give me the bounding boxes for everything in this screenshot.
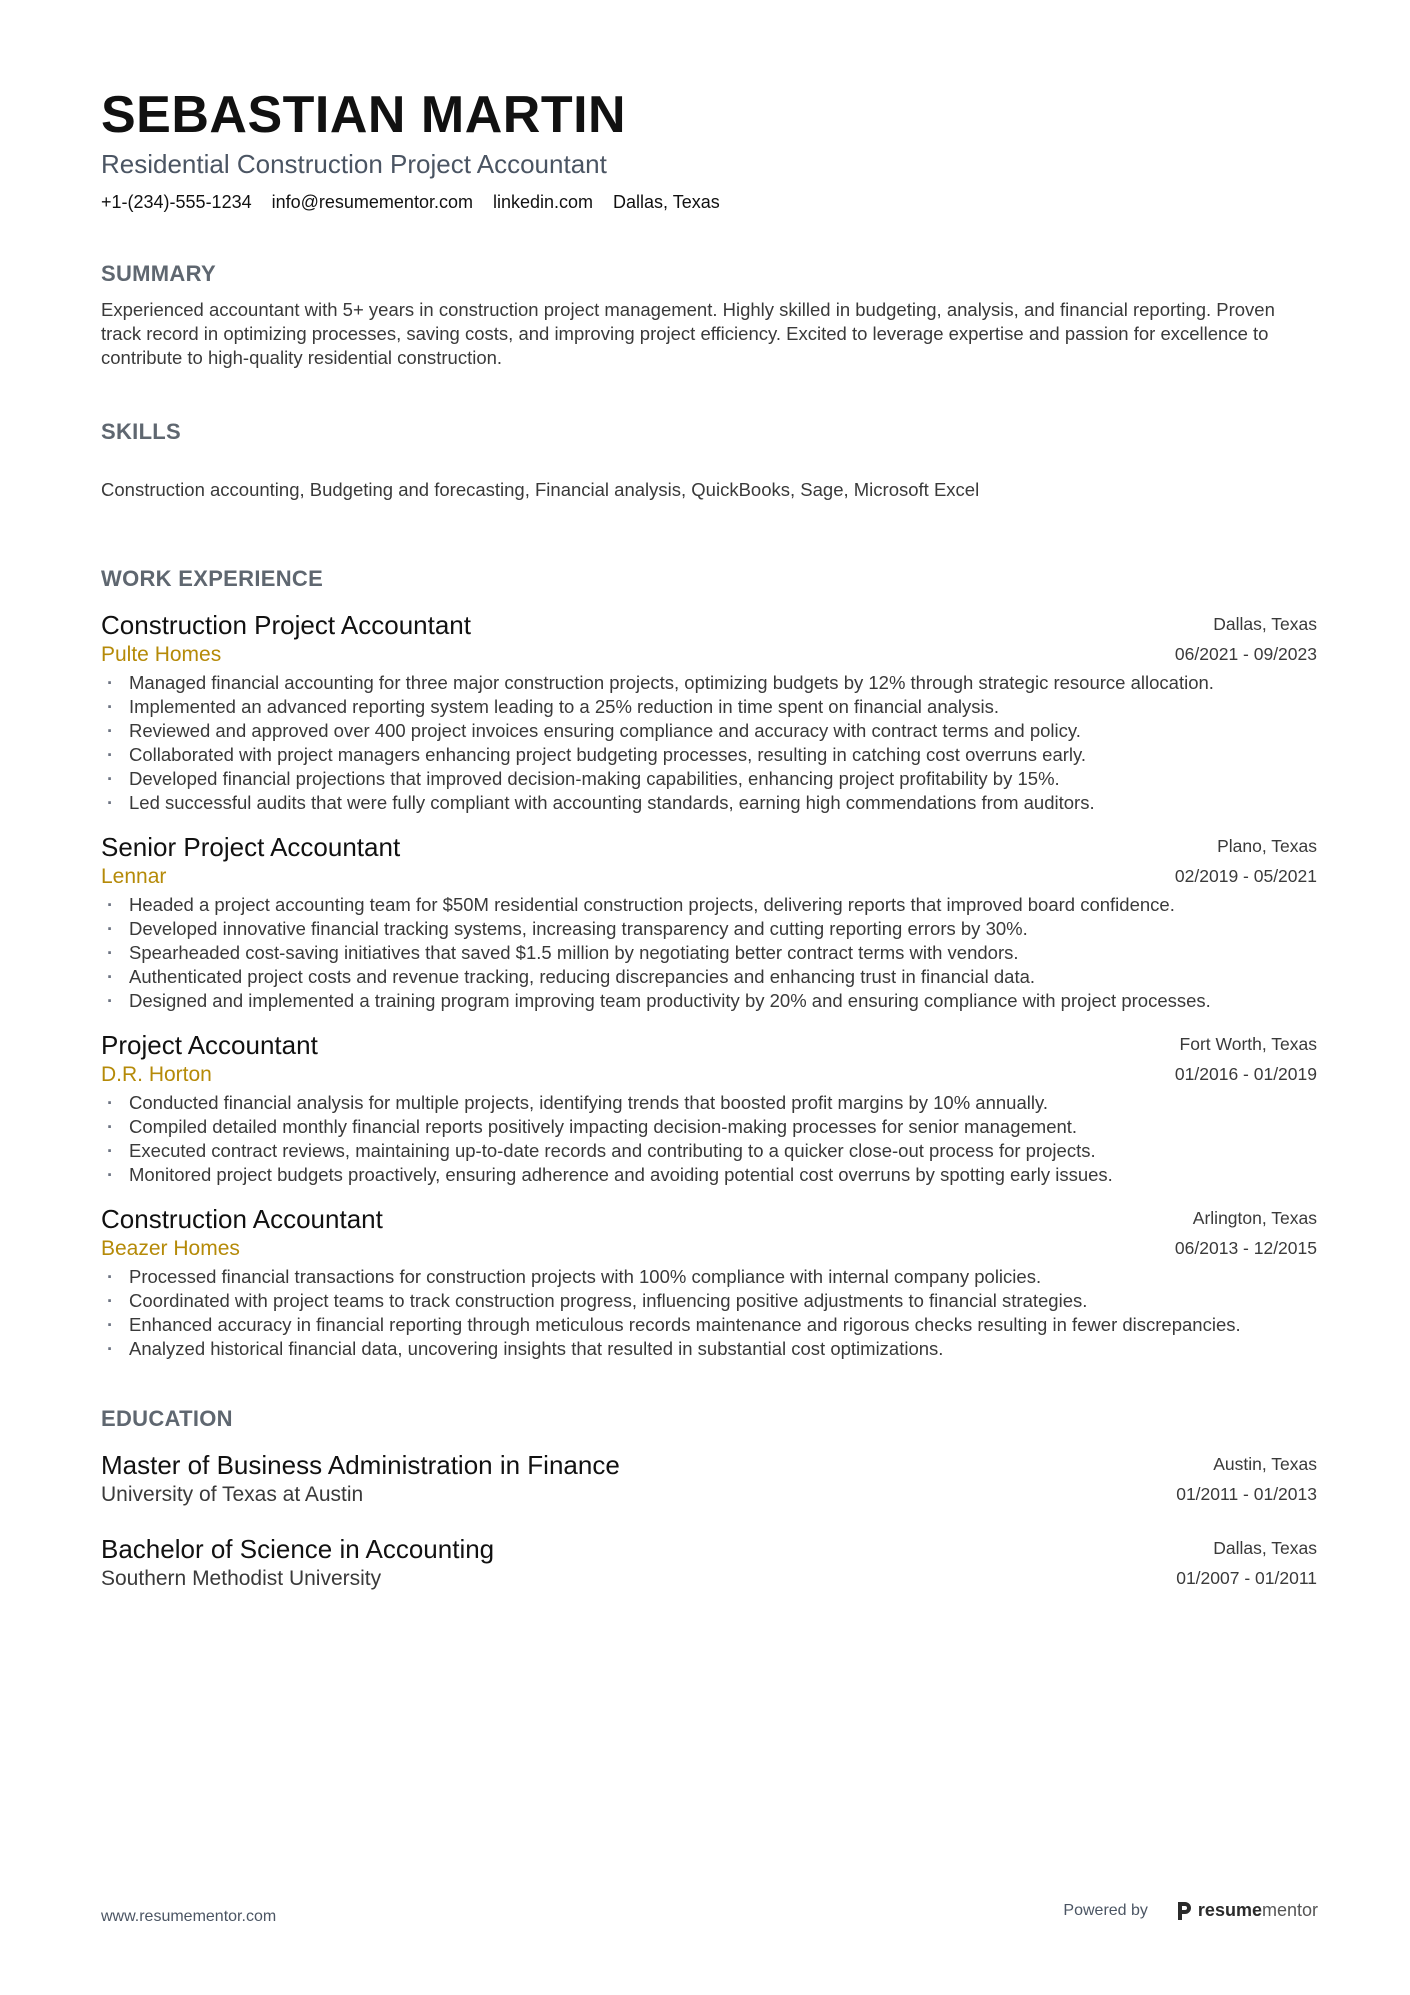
job-company: Beazer Homes [101,1237,240,1260]
brand-name-light: mentor [1261,1900,1318,1920]
bullet-item: · Monitored project budgets proactively, ensuring adherence and avoiding potential cost overruns by spotting early issues. [101,1163,1317,1187]
job-entry [101,609,1317,815]
job-location: Arlington, Texas [1192,1208,1317,1228]
school-name: Southern Methodist University [101,1567,382,1590]
bullet-item: · Coordinated with project teams to track construction progress, influencing positive adjustments to financial strategies. [101,1289,1317,1313]
job-bullets [101,671,1317,815]
work-experience-section [101,565,1317,1361]
job-bullets [101,1265,1317,1361]
bullet-item: · Compiled detailed monthly financial reports positively impacting decision-making processes for senior management. [101,1115,1317,1139]
resume-header [101,86,1317,214]
brand-name-bold: resume [1197,1900,1262,1920]
skills-text: Construction accounting, Budgeting and forecasting, Financial analysis, QuickBooks, Sage, Microsoft Excel [101,479,980,500]
contact-phone[interactable]: +1-(234)-555-1234 [101,192,252,212]
contact-location: Dallas, Texas [613,192,720,212]
footer-branding [1063,1900,1318,1921]
job-dates: 02/2019 - 05/2021 [1174,866,1317,886]
job-bullets [101,893,1317,1013]
education-location: Dallas, Texas [1213,1538,1317,1558]
bullet-item: · Developed innovative financial tracking systems, increasing transparency and cutting reporting errors by 30%. [101,917,1317,941]
bullet-item: · Enhanced accuracy in financial reporting through meticulous records maintenance and rigorous checks resulting in fewer discrepancies. [101,1313,1317,1337]
bullet-item: · Designed and implemented a training program improving team productivity by 20% and ensuring compliance with project processes. [101,989,1317,1013]
education-heading: EDUCATION [101,1406,233,1431]
education-dates: 01/2007 - 01/2011 [1176,1568,1317,1588]
bullet-item: · Managed financial accounting for three major construction projects, optimizing budgets by 12% through strategic resource allocation. [101,671,1317,695]
job-entry [101,1203,1317,1361]
job-title: Project Accountant [101,1030,318,1060]
powered-by-label: Powered by [1063,1901,1148,1919]
bullet-item: · Developed financial projections that improved decision-making capabilities, enhancing project profitability by 15%. [101,767,1317,791]
degree-title: Bachelor of Science in Accounting [101,1534,495,1564]
job-entry [101,1029,1317,1187]
contact-email[interactable]: info@resumementor.com [271,192,473,212]
job-entry [101,831,1317,1013]
degree-title: Master of Business Administration in Finance [101,1450,620,1480]
school-name: University of Texas at Austin [101,1483,364,1506]
contact-info [101,190,1317,214]
bullet-item: · Conducted financial analysis for multiple projects, identifying trends that boosted profit margins by 10% annually. [101,1091,1317,1115]
resume-content [101,86,1317,1593]
job-location: Dallas, Texas [1213,614,1317,634]
bullet-item: · Implemented an advanced reporting system leading to a 25% reduction in time spent on financial analysis. [101,695,1317,719]
work-experience-heading: WORK EXPERIENCE [101,566,324,591]
bullet-item: · Executed contract reviews, maintaining up-to-date records and contributing to a quicker close-out process for projects. [101,1139,1317,1163]
job-company: D.R. Horton [101,1063,212,1086]
bullet-item: · Authenticated project costs and revenue tracking, reducing discrepancies and enhancing trust in financial data. [101,965,1317,989]
education-location: Austin, Texas [1213,1454,1317,1474]
footer-website[interactable]: www.resumementor.com [101,1908,277,1925]
job-title: Construction Project Accountant [101,610,471,640]
job-dates: 06/2021 - 09/2023 [1174,644,1317,664]
bullet-item: · Spearheaded cost-saving initiatives that saved $1.5 million by negotiating better contract terms with vendors. [101,941,1317,965]
bullet-item: · Led successful audits that were fully compliant with accounting standards, earning high commendations from auditors. [101,791,1317,815]
education-dates: 01/2011 - 01/2013 [1176,1484,1317,1504]
contact-linkedin[interactable]: linkedin.com [492,192,594,212]
job-location: Plano, Texas [1217,836,1317,856]
bullet-item: · Collaborated with project managers enhancing project budgeting processes, resulting in catching cost overruns early. [101,743,1317,767]
education-entry [101,1449,1317,1509]
job-dates: 06/2013 - 12/2015 [1174,1238,1317,1258]
skills-heading: SKILLS [101,419,182,444]
summary-text: Experienced accountant with 5+ years in construction project management. Highly skilled in budgeting, analysis, and financial reporting. Proven track record in optimizing processes, saving costs, and improving project efficiency. Excited to leverage expertise and passion for excellence to contribute to high-quality residential construction. [101,299,1275,368]
job-title: Construction Accountant [101,1204,383,1234]
job-title: Senior Project Accountant [101,832,401,862]
job-company: Lennar [101,865,167,888]
job-dates: 01/2016 - 01/2019 [1174,1064,1317,1084]
bullet-item: · Reviewed and approved over 400 project invoices ensuring compliance and accuracy with contract terms and policy. [101,719,1317,743]
candidate-name: SEBASTIAN MARTIN [101,86,627,144]
bullet-item: · Headed a project accounting team for $50M residential construction projects, delivering reports that improved board confidence. [101,893,1317,917]
summary-section [101,260,1317,370]
job-location: Fort Worth, Texas [1179,1034,1317,1054]
education-entry [101,1533,1317,1593]
resumementor-logo-icon [1176,1901,1192,1921]
education-section [101,1405,1317,1593]
summary-heading: SUMMARY [101,261,216,286]
bullet-item: · Processed financial transactions for construction projects with 100% compliance with internal company policies. [101,1265,1317,1289]
brand-logo[interactable] [1176,1900,1318,1921]
skills-section [101,418,1317,502]
candidate-title: Residential Construction Project Accountant [101,149,607,179]
job-bullets [101,1091,1317,1187]
bullet-item: · Analyzed historical financial data, uncovering insights that resulted in substantial cost optimizations. [101,1337,1317,1361]
job-company: Pulte Homes [101,643,222,666]
